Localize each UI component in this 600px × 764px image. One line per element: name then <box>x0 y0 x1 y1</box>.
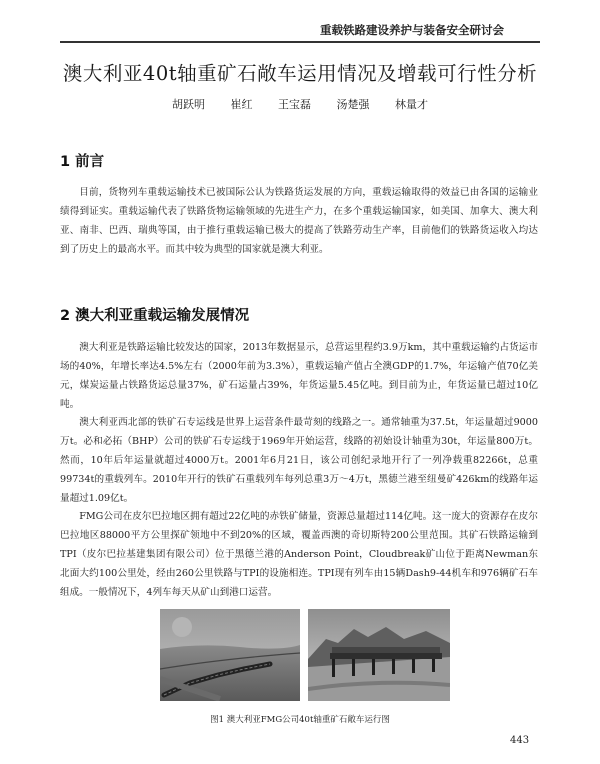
train-with-hills-photo <box>308 609 450 701</box>
figure-photos <box>160 609 450 701</box>
paragraph: 澳大利亚是铁路运输比较发达的国家，2013年数据显示，总营运里程约3.9万km，其中重载运输约占货运市场的40%，年增长率达4.5%左右（2000年前为3.3%），重载运输产值占全澳GDP的1.7%，年运输产值70亿美元，煤炭运量占铁路货运总量37%，矿石运量占39%，年货运量5.45亿吨。到目前为止，年货运量已超过10亿吨。 <box>60 342 538 410</box>
author-name: 林量才 <box>395 98 428 111</box>
paragraph: 目前，货物列车重载运输技术已被国际公认为铁路货运发展的方向，重载运输取得的效益已由各国的运输业绩得到证实。重载运输代表了铁路货物运输领域的先进生产力，在多个重载运输国家，如美国、加拿大、澳大利亚、南非、巴西、瑞典等国，由于推行重载运输已极大的提高了铁路劳动生产率，目前他们的铁路货运收入均达到了历史上的最高水平。而其中较为典型的国家就是澳大利亚。 <box>60 187 538 255</box>
paragraph: 澳大利亚西北部的铁矿石专运线是世界上运营条件最苛刻的线路之一。通常轴重为37.5t，年运量超过9000万t。必和必拓（BHP）公司的铁矿石专运线于1969年开始运营，线路的初始设计轴重为30t，年运量800万t。然而，10年后年运量就超过4000万t。2001年6月21日，该公司创纪录地开行了一列净载重82266t，总重99734t的重载列车。2010年开行的铁矿石重载列车每列总重3万～4万t，黑德兰港至纽曼矿426km的线路年运量超过1.09亿t。 <box>60 417 538 504</box>
page-number: 443 <box>510 735 530 746</box>
train-with-hills-image <box>308 609 450 701</box>
author-name: 胡跃明 <box>172 98 205 111</box>
header-rule <box>60 41 540 43</box>
author-name: 崔红 <box>230 98 253 111</box>
journal-title: 重载铁路建设养护与装备安全研讨会 <box>320 23 504 37</box>
running-header <box>0 18 600 42</box>
author-list <box>0 96 600 112</box>
section-heading-introduction: 1 前言 <box>60 154 105 170</box>
author-name: 汤楚强 <box>336 98 370 111</box>
train-on-plain-photo <box>160 609 300 701</box>
author-name: 王宝磊 <box>278 98 311 111</box>
figure-caption: 图1 澳大利亚FMG公司40t轴重矿石敞车运行图 <box>210 715 390 725</box>
paragraph: FMG公司在皮尔巴拉地区拥有超过22亿吨的赤铁矿储量，资源总量超过114亿吨。这一庞大的资源存在皮尔巴拉地区88000平方公里探矿领地中不到20%的区域，覆盖西澳的奇切斯特200公里范围。其矿石铁路运输到TPI（皮尔巴拉基建集团有限公司）位于黑德兰港的Anderson Point，Cloudbreak矿山位于距离Newman东北面大约100公里处，经由260公里铁路与TPI的设施相连。TPI现有列车由15辆Dash9-44机车和976辆矿石车组成。一般情况下，4列车每天从矿山到港口运营。 <box>60 511 538 598</box>
paper-title: 澳大利亚40t轴重矿石敞车运用情况及增载可行性分析 <box>62 62 538 85</box>
train-on-plain-image <box>160 609 300 701</box>
section-heading-development: 2 澳大利亚重载运输发展情况 <box>60 308 250 324</box>
